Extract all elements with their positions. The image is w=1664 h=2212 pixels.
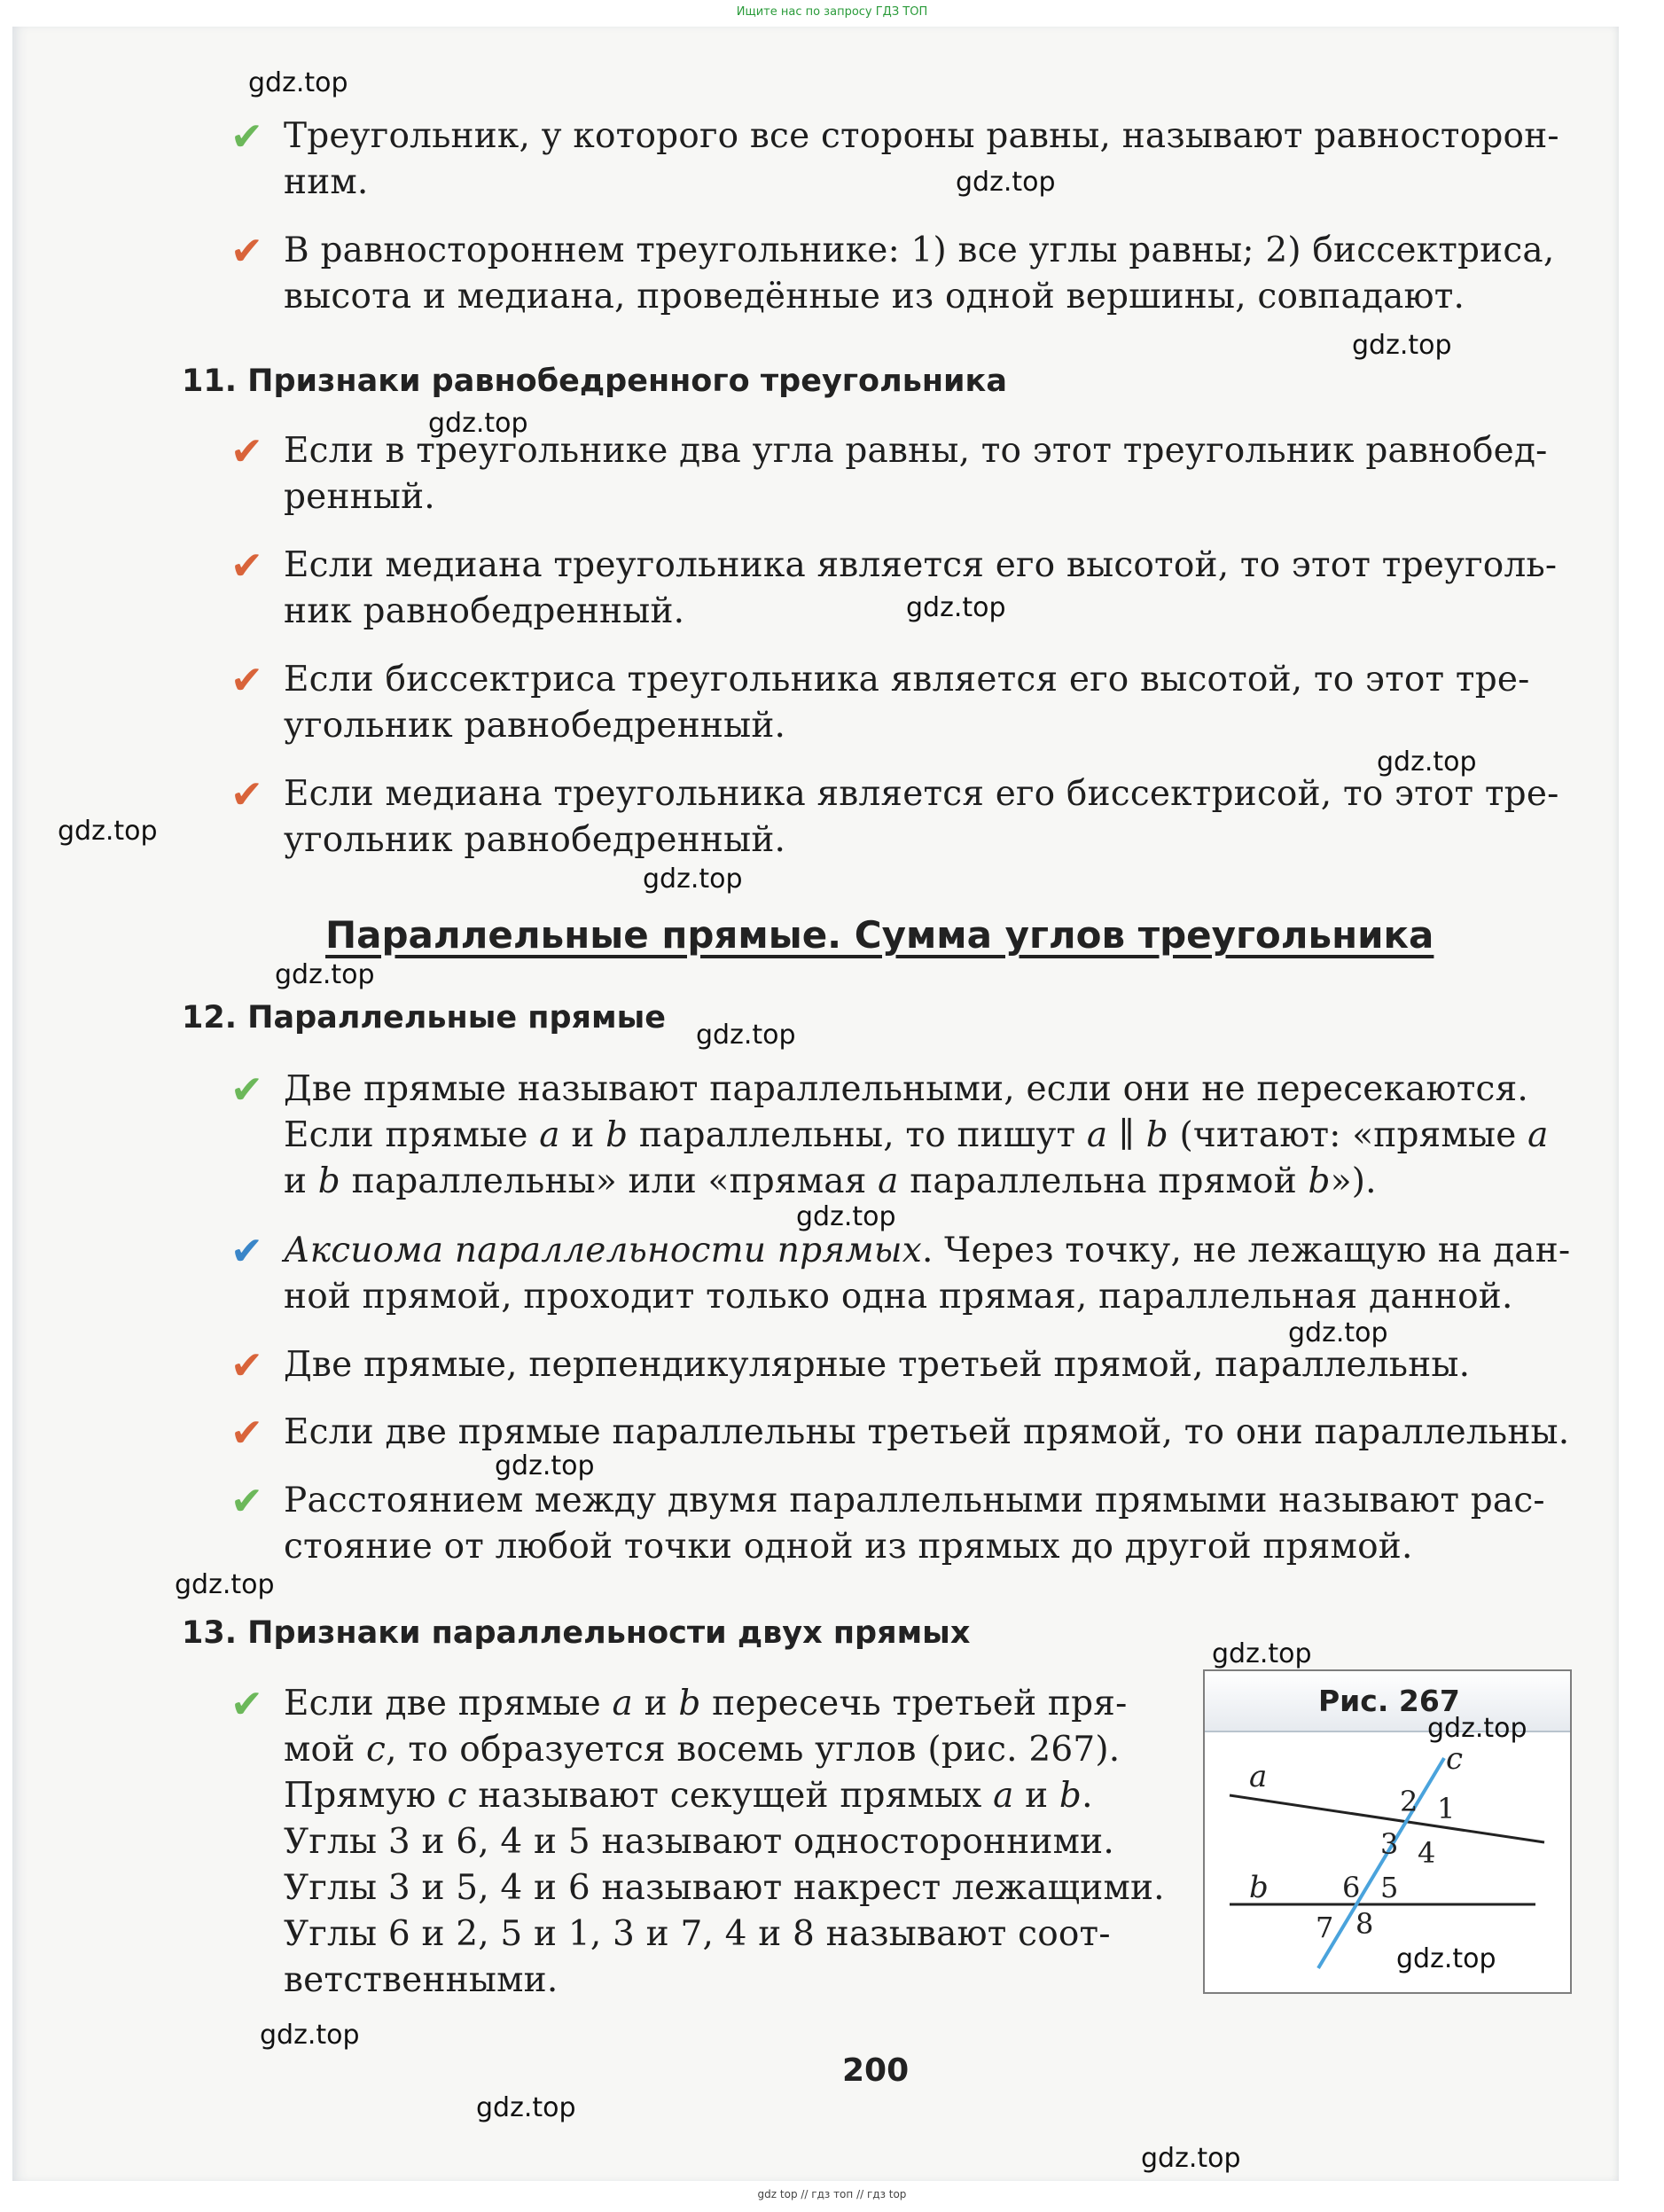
text-line: ветственными.: [284, 1960, 559, 2000]
watermark: gdz.top: [1396, 1943, 1496, 1974]
text-line: ник равнобедренный.: [284, 591, 685, 631]
text-line: мой c, то образуется восемь углов (рис. 267).: [284, 1730, 1121, 1770]
check-icon: ✔: [230, 1343, 263, 1388]
watermark: gdz.top: [495, 1450, 595, 1481]
text-line: Если медиана треугольника является его биссектрисой, то этот тре-: [284, 774, 1559, 814]
watermark: gdz.top: [248, 67, 348, 98]
text-line: Углы 3 и 6, 4 и 5 называют односторонними.: [284, 1822, 1114, 1862]
angle-label-5: 5: [1380, 1871, 1399, 1904]
angle-label-3: 3: [1380, 1827, 1399, 1861]
footer-note: gdz top // гдз топ // гдз top: [757, 2188, 907, 2200]
text-line: Если биссектриса треугольника является его высотой, то этот тре-: [284, 660, 1530, 700]
text-line: Две прямые называют параллельными, если они не пересекаются.: [284, 1069, 1528, 1109]
check-icon: ✔: [230, 1411, 263, 1456]
check-icon: ✔: [230, 1682, 263, 1727]
paragraph-isosceles-1: [284, 428, 1548, 520]
text-line: Если в треугольнике два угла равны, то этот треугольник равнобед-: [284, 431, 1548, 471]
watermark: gdz.top: [260, 2020, 360, 2051]
check-icon: ✔: [230, 772, 263, 817]
text-line: Если медиана треугольника является его высотой, то этот треуголь-: [284, 545, 1558, 585]
label-b: b: [1249, 1870, 1269, 1905]
text-line: Треугольник, у которого все стороны равны, называют равносторон-: [284, 116, 1559, 156]
text-line: Углы 6 и 2, 5 и 1, 3 и 7, 4 и 8 называют соот-: [284, 1914, 1111, 1954]
text-line: Если прямые a и b параллельны, то пишут a ∥ b (читают: «прямые a: [284, 1115, 1549, 1155]
text-line: и b параллельны» или «прямая a параллельна прямой b»).: [284, 1161, 1377, 1201]
text-line: В равностороннем треугольнике: 1) все углы равны; 2) биссектриса,: [284, 231, 1555, 270]
text-line: Прямую c называют секущей прямых a и b.: [284, 1776, 1093, 1816]
watermark: gdz.top: [796, 1201, 896, 1232]
watermark: gdz.top: [175, 1569, 275, 1600]
check-icon: ✔: [230, 429, 263, 474]
watermark: gdz.top: [696, 1020, 796, 1051]
chapter-title: Параллельные прямые. Сумма углов треугольника: [325, 913, 1434, 957]
paragraph-parallel-def: [284, 1067, 1549, 1205]
section-12-heading: 12. Параллельные прямые: [182, 1000, 667, 1036]
watermark: gdz.top: [643, 864, 743, 895]
watermark: gdz.top: [1352, 330, 1452, 361]
text-line: угольник равнобедренный.: [284, 820, 786, 860]
paragraph-isosceles-4: [284, 771, 1559, 864]
section-13-heading: 13. Признаки параллельности двух прямых: [182, 1615, 971, 1651]
watermark: gdz.top: [476, 2092, 576, 2123]
text-line: угольник равнобедренный.: [284, 706, 786, 746]
check-icon: ✔: [230, 1479, 263, 1524]
check-icon: ✔: [230, 543, 263, 589]
text-line: Если две прямые a и b пересечь третьей пря-: [284, 1684, 1128, 1723]
paragraph-axiom: [284, 1228, 1570, 1320]
watermark: gdz.top: [1141, 2143, 1241, 2174]
header-note: Ищите нас по запросу ГДЗ ТОП: [736, 5, 928, 19]
watermark: gdz.top: [1427, 1713, 1527, 1744]
check-icon: ✔: [230, 658, 263, 703]
angle-label-6: 6: [1342, 1871, 1361, 1904]
angle-label-4: 4: [1418, 1836, 1436, 1870]
check-icon: ✔: [230, 229, 263, 274]
label-a: a: [1249, 1759, 1268, 1794]
watermark: gdz.top: [275, 959, 375, 990]
figure-title: Рис. 267: [1318, 1684, 1460, 1718]
text-line: ной прямой, проходит только одна прямая, параллельная данной.: [284, 1277, 1513, 1317]
check-icon: ✔: [230, 1067, 263, 1113]
paragraph-distance: [284, 1478, 1545, 1570]
check-icon: ✔: [230, 114, 263, 160]
text-line: Углы 3 и 5, 4 и 6 называют накрест лежащими.: [284, 1868, 1165, 1908]
angle-label-2: 2: [1400, 1785, 1418, 1818]
section-11-heading: 11. Признаки равнобедренного треугольника: [182, 363, 1007, 399]
watermark: gdz.top: [1288, 1317, 1388, 1348]
text-line: Аксиома параллельности прямых. Через точку, не лежащую на дан-: [284, 1231, 1571, 1270]
text-line: высота и медиана, проведённые из одной вершины, совпадают.: [284, 277, 1465, 317]
text-line: ним.: [284, 162, 369, 202]
paragraph-transitive: Если две прямые параллельны третьей прямой, то они параллельны.: [284, 1412, 1570, 1452]
watermark: gdz.top: [1212, 1638, 1312, 1669]
paragraph-transversal: [284, 1681, 1165, 2004]
text-line: стояние от любой точки одной из прямых до другой прямой.: [284, 1527, 1413, 1567]
text-line: ренный.: [284, 477, 435, 517]
paragraph-equilateral-def: [284, 113, 1559, 206]
watermark: gdz.top: [428, 408, 528, 439]
watermark: gdz.top: [1377, 746, 1477, 778]
text-line: Расстоянием между двумя параллельными прямыми называют рас-: [284, 1481, 1545, 1520]
angle-label-8: 8: [1355, 1907, 1374, 1941]
paragraph-isosceles-3: [284, 657, 1530, 749]
watermark: gdz.top: [906, 592, 1006, 623]
page-number: 200: [842, 2052, 910, 2089]
watermark: gdz.top: [956, 167, 1056, 198]
label-c: c: [1446, 1741, 1464, 1777]
paragraph-perpendicular: Две прямые, перпендикулярные третьей прямой, параллельны.: [284, 1345, 1471, 1385]
watermark: gdz.top: [58, 816, 158, 847]
paragraph-equilateral-props: [284, 228, 1554, 320]
angle-label-1: 1: [1437, 1792, 1456, 1825]
angle-label-7: 7: [1316, 1911, 1334, 1944]
check-icon: ✔: [230, 1229, 263, 1274]
